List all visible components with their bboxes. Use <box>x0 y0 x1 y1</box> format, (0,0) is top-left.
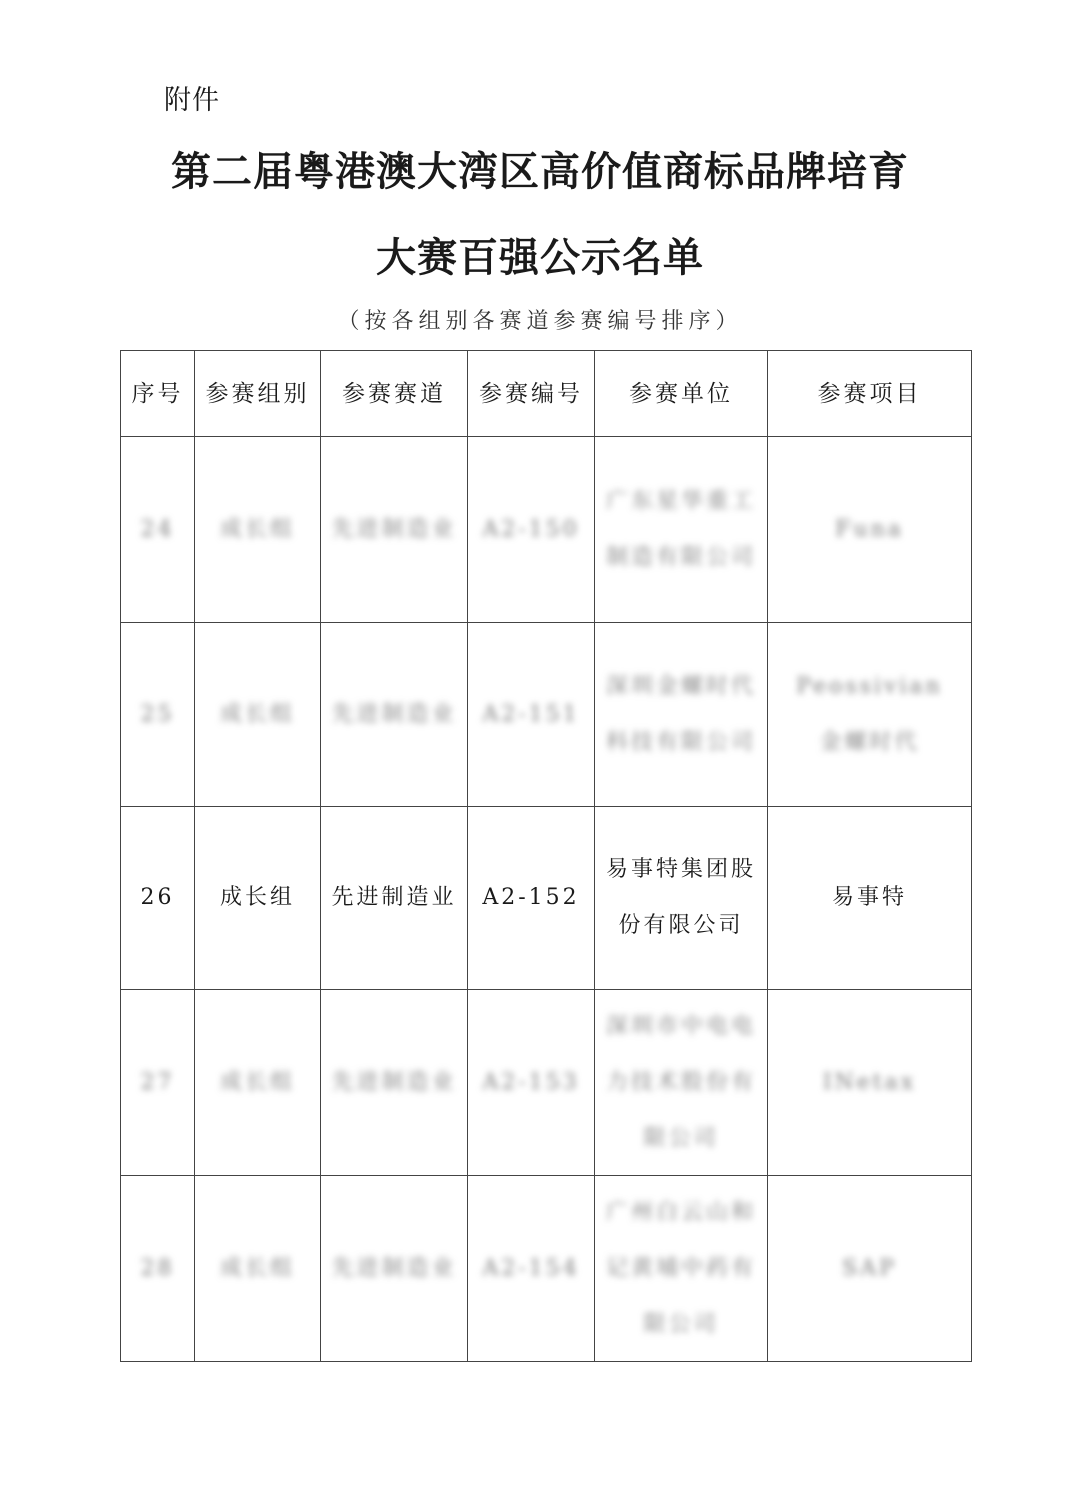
column-header-project: 参赛项目 <box>768 351 972 437</box>
cell-code: A2-154 <box>468 1176 595 1362</box>
cell-project: INetax <box>768 990 972 1176</box>
attachment-label: 附件 <box>164 85 220 116</box>
cell-code: A2-151 <box>468 623 595 807</box>
column-header-track: 参赛赛道 <box>321 351 468 437</box>
cell-group: 成长组 <box>195 807 321 990</box>
cell-track: 先进制造业 <box>321 437 468 623</box>
cell-code: A2-152 <box>468 807 595 990</box>
cell-unit: 深圳市中电电 力技术股份有 限公司 <box>595 990 768 1176</box>
cell-project: Peossivian 金螺时代 <box>768 623 972 807</box>
cell-code: A2-150 <box>468 437 595 623</box>
cell-no: 24 <box>121 437 195 623</box>
cell-unit: 广州白云山和 记黄埔中药有 限公司 <box>595 1176 768 1362</box>
table-header-row <box>121 351 972 437</box>
cell-project: SAP <box>768 1176 972 1362</box>
table-row <box>121 1176 972 1362</box>
cell-code: A2-153 <box>468 990 595 1176</box>
cell-project: Funa <box>768 437 972 623</box>
cell-unit: 易事特集团股 份有限公司 <box>595 807 768 990</box>
cell-project: 易事特 <box>768 807 972 990</box>
cell-unit: 深圳金螺时代 科技有限公司 <box>595 623 768 807</box>
nominee-table <box>120 350 972 1362</box>
cell-track: 先进制造业 <box>321 1176 468 1362</box>
table-row <box>121 990 972 1176</box>
column-header-unit: 参赛单位 <box>595 351 768 437</box>
column-header-no: 序号 <box>121 351 195 437</box>
page-title-line2: 大赛百强公示名单 <box>376 234 704 281</box>
cell-group: 成长组 <box>195 1176 321 1362</box>
table-row <box>121 623 972 807</box>
cell-group: 成长组 <box>195 990 321 1176</box>
cell-no: 25 <box>121 623 195 807</box>
cell-group: 成长组 <box>195 623 321 807</box>
cell-group: 成长组 <box>195 437 321 623</box>
cell-no: 27 <box>121 990 195 1176</box>
page-title-line1: 第二届粤港澳大湾区高价值商标品牌培育 <box>171 148 909 195</box>
column-header-code: 参赛编号 <box>468 351 595 437</box>
column-header-group: 参赛组别 <box>195 351 321 437</box>
cell-no: 28 <box>121 1176 195 1362</box>
cell-track: 先进制造业 <box>321 623 468 807</box>
cell-track: 先进制造业 <box>321 990 468 1176</box>
cell-unit: 广东星华重工 制造有限公司 <box>595 437 768 623</box>
page-subtitle: （按各组别各赛道参赛编号排序） <box>337 309 743 334</box>
cell-track: 先进制造业 <box>321 807 468 990</box>
table-row <box>121 437 972 623</box>
cell-no: 26 <box>121 807 195 990</box>
table-row <box>121 807 972 990</box>
